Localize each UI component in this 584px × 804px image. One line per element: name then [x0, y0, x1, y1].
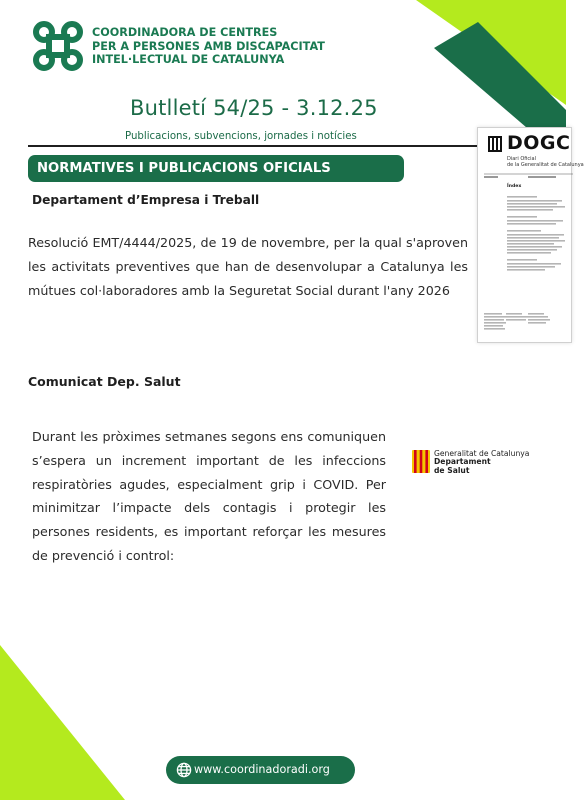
- gencat-line-2: Departament: [434, 457, 491, 467]
- globe-icon: [176, 762, 192, 778]
- salut-communique-text: Durant les pròximes setmanes segons ens comuniquen s’espera un increment important de les infeccions respiratòries agudes, especialment grip i COVID. Per minimitzar l’impacte dels contagis i protegir les persones residents, es important reforçar les mesures de prevenció i control:: [32, 429, 386, 563]
- dogc-emblem-icon: [488, 136, 502, 152]
- lime-corner-triangle: [0, 645, 125, 800]
- dogc-document-thumbnail[interactable]: [477, 127, 584, 343]
- top-right-decoration: [416, 0, 566, 140]
- gencat-line-3: de Salut: [434, 465, 470, 475]
- org-name-line-2: PER A PERSONES AMB DISCAPACITAT: [92, 39, 325, 53]
- organization-name: [92, 26, 325, 67]
- salut-heading: Comunicat Dep. Salut: [28, 374, 181, 389]
- org-name-line-1: COORDINADORA DE CENTRES: [92, 26, 278, 39]
- website-url[interactable]: www.coordinadoradi.org: [194, 763, 330, 776]
- bulletin-subtitle: Publicacions, subvencions, jornades i notícies: [125, 131, 357, 142]
- section-heading: NORMATIVES I PUBLICACIONS OFICIALS: [28, 155, 404, 182]
- department-heading: Departament d’Empresa i Treball: [32, 193, 260, 207]
- org-name-line-3: INTEL·LECTUAL DE CATALUNYA: [92, 53, 285, 66]
- resolution-text[interactable]: Resolució EMT/4444/2025, de 19 de novembre, per la qual s'aproven les activitats preventives que han de desenvolupar a Catalunya les mútues col·laboradores amb la Seguretat Social durant l'any 2026: [28, 235, 468, 298]
- bulletin-title: Butlletí 54/25 - 3.12.25: [130, 96, 378, 120]
- dogc-sub-line-2: de la Generalitat de Catalunya: [507, 162, 584, 168]
- dogc-subtitle: [507, 156, 584, 168]
- dogc-sub-line-1: Diari Oficial: [507, 156, 537, 162]
- website-link[interactable]: [166, 756, 355, 784]
- gencat-line-1: Generalitat de Catalunya: [434, 449, 530, 458]
- divider: [28, 145, 528, 147]
- gencat-logo-text: [434, 450, 529, 475]
- corner-shapes: [416, 0, 566, 140]
- dogc-masthead: DOGC: [507, 132, 571, 154]
- bottom-left-decoration: [0, 645, 125, 800]
- dogc-page-lines: [478, 170, 573, 344]
- dogc-index-label: Índex: [507, 184, 522, 189]
- senyera-icon: [412, 450, 430, 473]
- generalitat-salut-logo: [412, 449, 530, 476]
- coordinadora-logo-icon: [32, 20, 84, 72]
